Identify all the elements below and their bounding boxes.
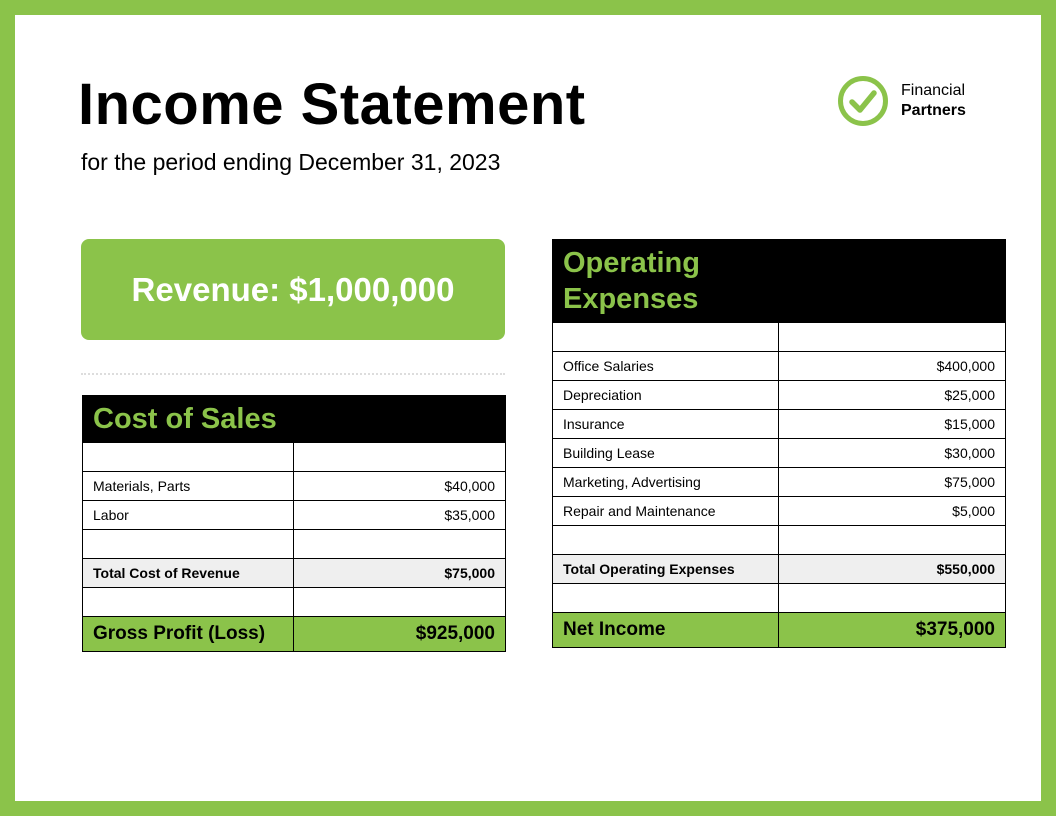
table-row bbox=[83, 530, 506, 559]
check-circle-icon bbox=[837, 75, 889, 127]
row-value bbox=[294, 530, 506, 559]
row-label: Repair and Maintenance bbox=[553, 497, 779, 526]
row-value: $75,000 bbox=[779, 468, 1006, 497]
row-label: Depreciation bbox=[553, 381, 779, 410]
row-label: Materials, Parts bbox=[83, 472, 294, 501]
revenue-banner: Revenue: $1,000,000 bbox=[81, 239, 505, 340]
operating-expenses-title-text: Operating Expenses bbox=[563, 247, 700, 315]
table-row bbox=[83, 472, 506, 501]
table-header-row bbox=[553, 240, 1006, 323]
row-label: Building Lease bbox=[553, 439, 779, 468]
logo-text bbox=[901, 81, 966, 121]
row-value: $40,000 bbox=[294, 472, 506, 501]
operating-expenses-title bbox=[553, 240, 1006, 323]
row-value: $25,000 bbox=[779, 381, 1006, 410]
row-label: Labor bbox=[83, 501, 294, 530]
row-label bbox=[553, 323, 779, 352]
cost-of-sales-title: Cost of Sales bbox=[83, 396, 506, 443]
total-label: Total Operating Expenses bbox=[553, 555, 779, 584]
row-label bbox=[83, 588, 294, 617]
net-income-value: $375,000 bbox=[779, 613, 1006, 648]
row-value bbox=[294, 588, 506, 617]
logo-line-1: Financial bbox=[901, 82, 966, 99]
row-label bbox=[83, 530, 294, 559]
row-value bbox=[294, 443, 506, 472]
dotted-divider bbox=[81, 373, 505, 375]
table-row bbox=[553, 381, 1006, 410]
row-value: $30,000 bbox=[779, 439, 1006, 468]
table-row bbox=[553, 352, 1006, 381]
net-income-row bbox=[553, 613, 1006, 648]
company-logo bbox=[837, 75, 966, 127]
total-row bbox=[83, 559, 506, 588]
table-row bbox=[553, 526, 1006, 555]
total-label: Total Cost of Revenue bbox=[83, 559, 294, 588]
table-row bbox=[553, 584, 1006, 613]
row-label: Insurance bbox=[553, 410, 779, 439]
gross-profit-label: Gross Profit (Loss) bbox=[83, 617, 294, 652]
table-row bbox=[553, 439, 1006, 468]
row-label bbox=[83, 443, 294, 472]
row-value: $5,000 bbox=[779, 497, 1006, 526]
table-row bbox=[553, 323, 1006, 352]
row-value bbox=[779, 584, 1006, 613]
row-value: $400,000 bbox=[779, 352, 1006, 381]
table-row bbox=[553, 497, 1006, 526]
page-subtitle: for the period ending December 31, 2023 bbox=[81, 149, 501, 175]
row-label: Marketing, Advertising bbox=[553, 468, 779, 497]
row-value: $15,000 bbox=[779, 410, 1006, 439]
table-row bbox=[83, 501, 506, 530]
net-income-label: Net Income bbox=[553, 613, 779, 648]
row-label bbox=[553, 584, 779, 613]
logo-line-2: Partners bbox=[901, 102, 966, 119]
row-label bbox=[553, 526, 779, 555]
cost-of-sales-table bbox=[82, 395, 506, 652]
gross-profit-row bbox=[83, 617, 506, 652]
table-row bbox=[553, 410, 1006, 439]
total-row bbox=[553, 555, 1006, 584]
table-row bbox=[553, 468, 1006, 497]
row-value: $35,000 bbox=[294, 501, 506, 530]
table-row bbox=[83, 443, 506, 472]
page-title: Income Statement bbox=[78, 72, 586, 137]
operating-expenses-table bbox=[552, 239, 1006, 648]
row-label: Office Salaries bbox=[553, 352, 779, 381]
row-value bbox=[779, 323, 1006, 352]
table-row bbox=[83, 588, 506, 617]
total-value: $75,000 bbox=[294, 559, 506, 588]
row-value bbox=[779, 526, 1006, 555]
gross-profit-value: $925,000 bbox=[294, 617, 506, 652]
total-value: $550,000 bbox=[779, 555, 1006, 584]
table-header-row bbox=[83, 396, 506, 443]
